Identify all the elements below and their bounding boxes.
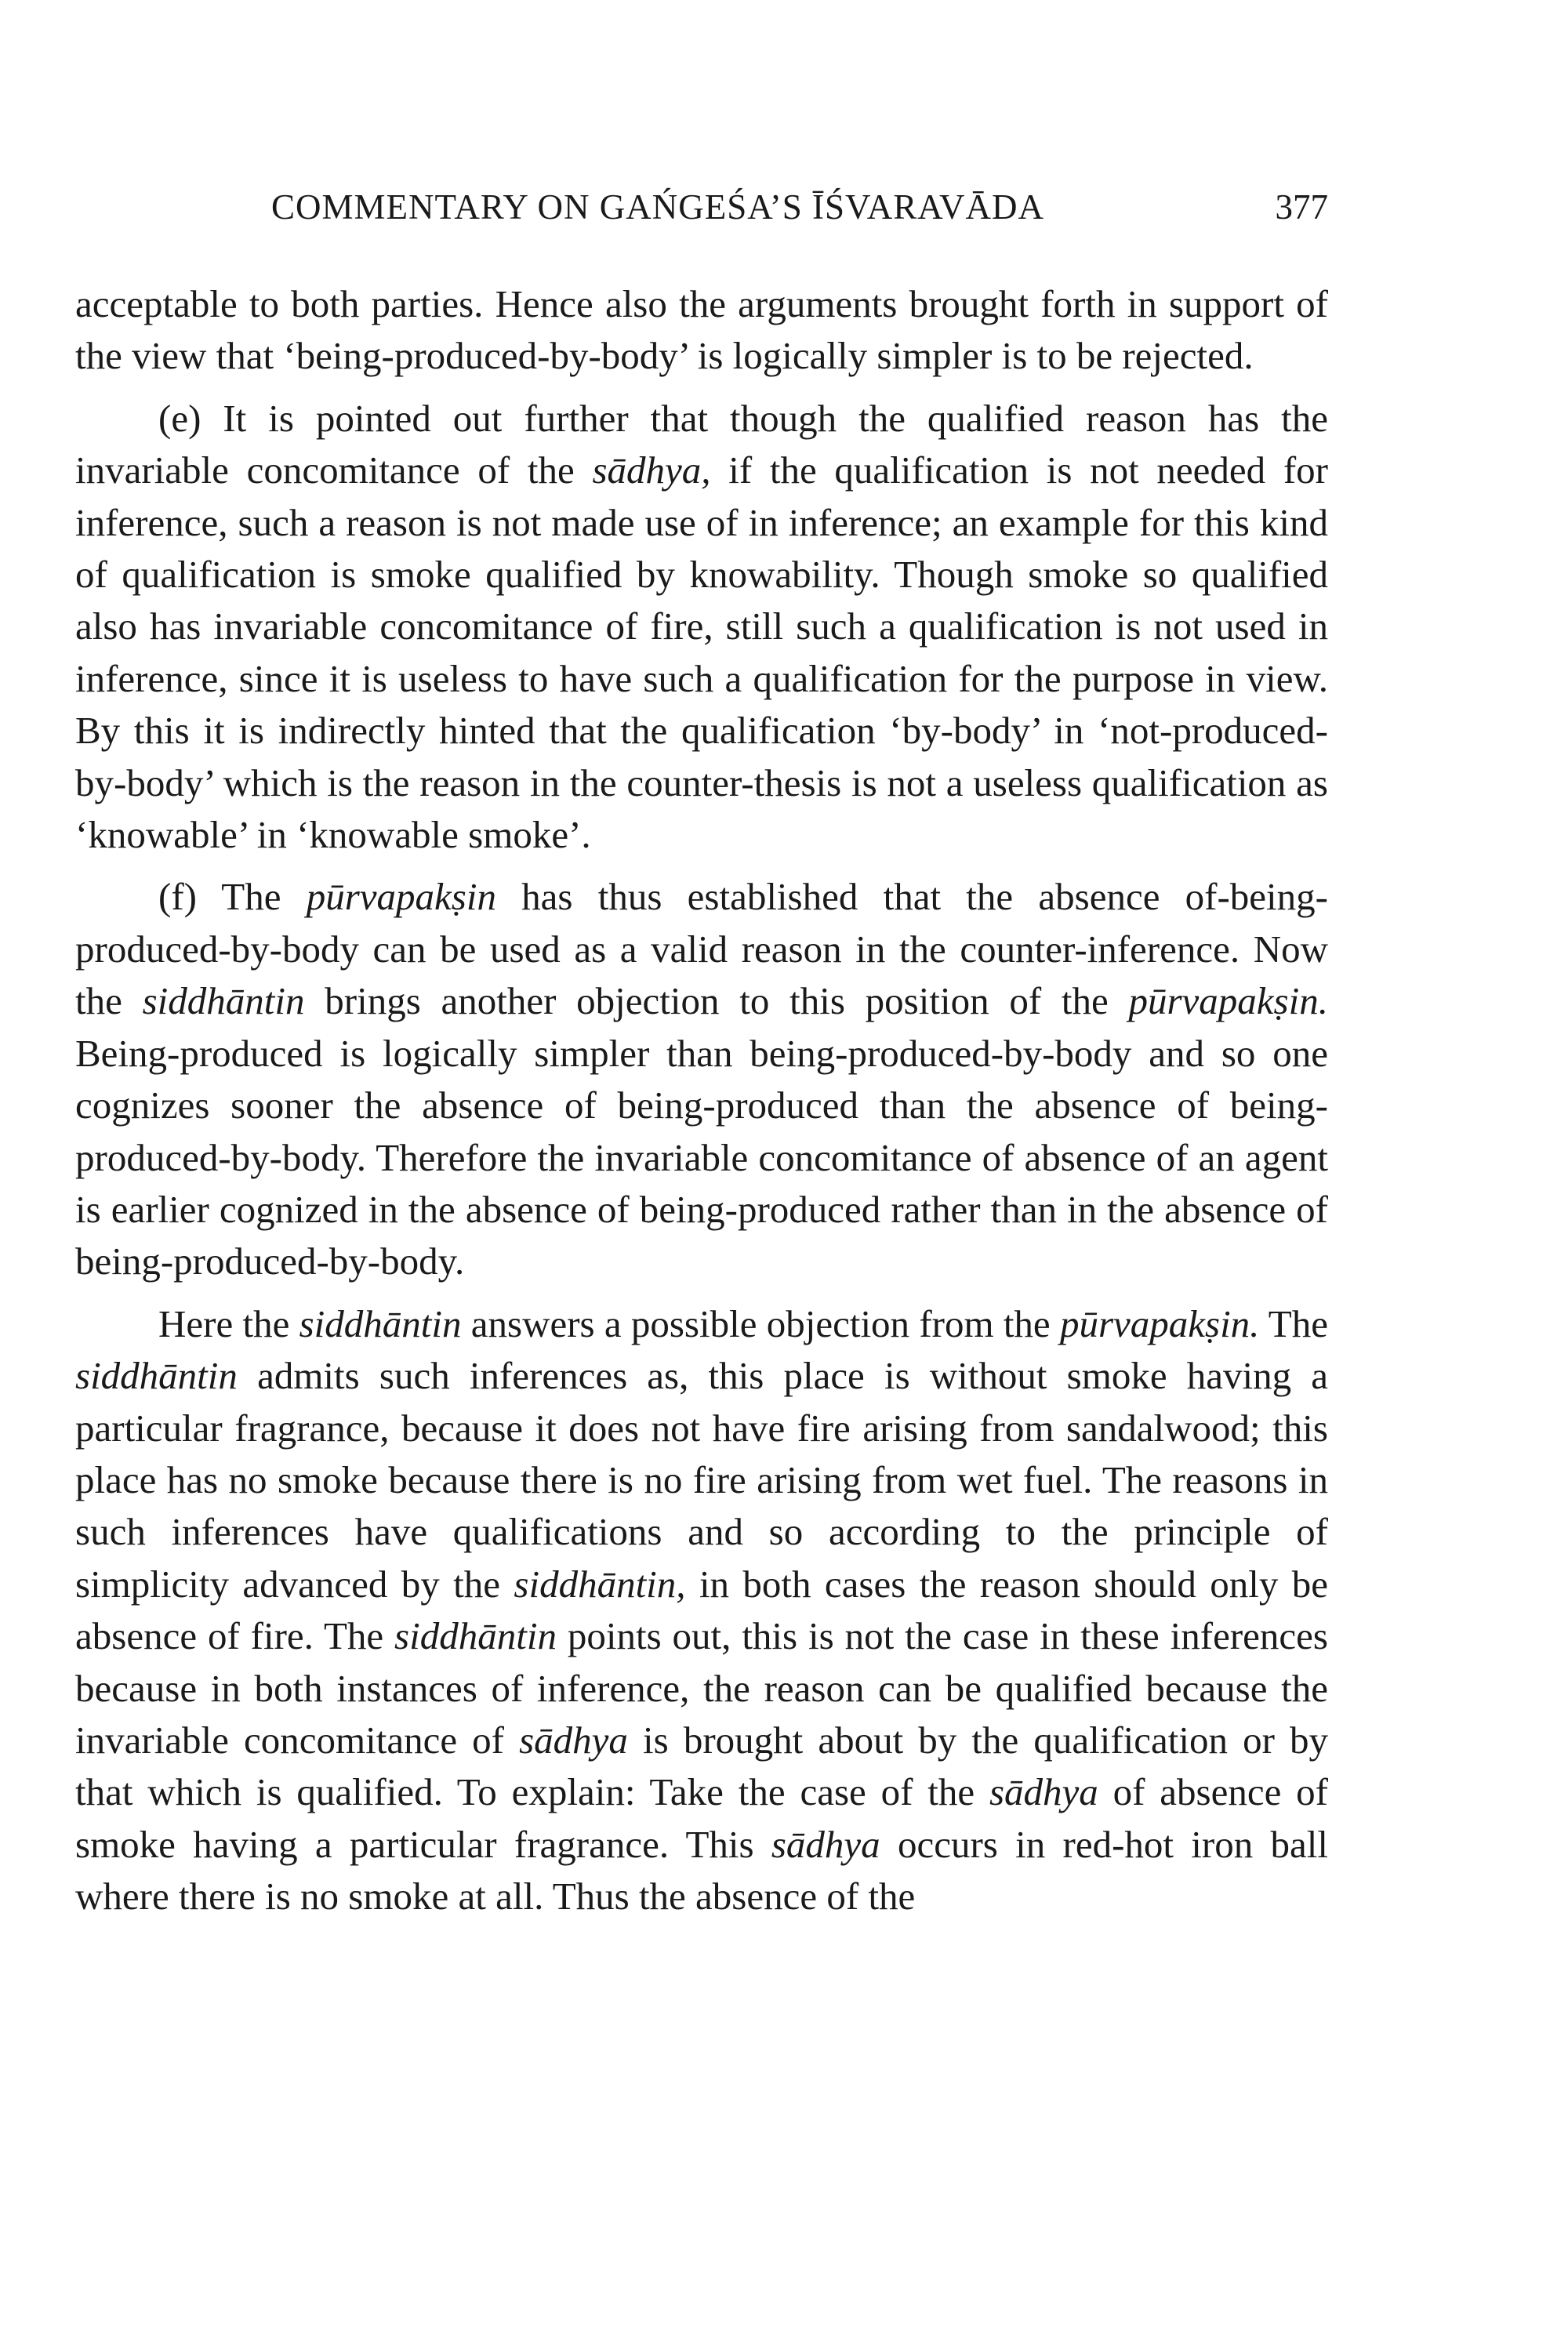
paragraph [75, 871, 1328, 1287]
italic-term: siddhāntin [142, 979, 305, 1023]
text-run: The [1259, 1301, 1328, 1345]
italic-term: siddhāntin [394, 1614, 557, 1658]
text-run: if the qualification is not needed for inference, such a reason is not made use of in inference; an example for this kind of qualification is smoke qualified by knowability. Though smoke so qualified also has invariable concomitance of fire, still such a qualification is not used in inference, since it is useless to have such a qualification for the purpose in view. By this it is indirectly hinted that the qualification ‘by-body’ in ‘not-produced-by-body’ which is the reason in the counter-thesis is not a useless qualification as ‘knowable’ in ‘knowable smoke’. [75, 448, 1328, 857]
page-body [75, 278, 1328, 1933]
running-header [75, 187, 1328, 249]
text-run: answers a possible objection from the [461, 1301, 1060, 1345]
text-run: points out, this is not the case in these inferences because in both instances of inference, the reason can be qualified because the invariable concomitance of [75, 1614, 1328, 1762]
text-run: (e) It is pointed out further that though the qualified reason has the invariable concomitance of the [75, 396, 1328, 492]
italic-term: siddhāntin [75, 1354, 238, 1398]
text-run: of absence of smoke having a particular fragrance. This [75, 1770, 1328, 1866]
italic-term: pūrvapakṣin. [1059, 1301, 1260, 1345]
italic-term: pūrvapakṣin [306, 875, 496, 919]
text-run: admits such inferences as, this place is without smoke having a particular fragrance, because it does not have fire arising from sandalwood; this place has no smoke because there is no fire arising from wet fuel. The reasons in such inferences have qualifications and so according to the principle of simplicity advanced by the [75, 1354, 1328, 1606]
italic-term: sādhya [519, 1718, 628, 1762]
paragraph [75, 1298, 1328, 1923]
text-run: in both cases the reason should only be absence of fire. The [75, 1562, 1329, 1658]
text-run: is brought about by the qualification or by that which is qualified. To explain: Take the case of the [75, 1718, 1328, 1814]
italic-term: sādhya, [592, 448, 711, 492]
text-run: Being-produced is logically simpler than being-produced-by-body and so one cognizes sooner the absence of being-produced than the absence of being-produced-by-body. Therefore the invariable concomitance of absence of an agent is earlier cognized in the absence of being-produced rather than in the absence of being-produced-by-body. [75, 1031, 1328, 1283]
running-title: COMMENTARY ON GAŃGEŚA’S ĪŚVARAVĀDA [271, 187, 1044, 227]
text-run: has thus established that the absence of-being-produced-by-body can be used as a valid reason in the counter-inference. Now the [75, 875, 1328, 1023]
paragraph [75, 393, 1328, 862]
italic-term: pūrvapakṣin. [1128, 979, 1328, 1023]
text-run: occurs in red-hot iron ball where there is no smoke at all. Thus the absence of the [75, 1822, 1328, 1918]
italic-term: sādhya [989, 1770, 1098, 1814]
text-run: (f) The [158, 875, 307, 919]
page-number: 377 [1275, 187, 1328, 227]
paragraph [75, 278, 1328, 383]
italic-term: siddhāntin, [514, 1562, 686, 1606]
italic-term: siddhāntin [299, 1301, 462, 1345]
text-run: Here the [158, 1301, 299, 1345]
text-run: brings another objection to this position of the [304, 979, 1129, 1023]
text-run: acceptable to both parties. Hence also the arguments brought forth in support of the view that ‘being-produced-by-body’ is logically simpler is to be rejected. [75, 282, 1328, 378]
italic-term: sādhya [771, 1822, 880, 1866]
